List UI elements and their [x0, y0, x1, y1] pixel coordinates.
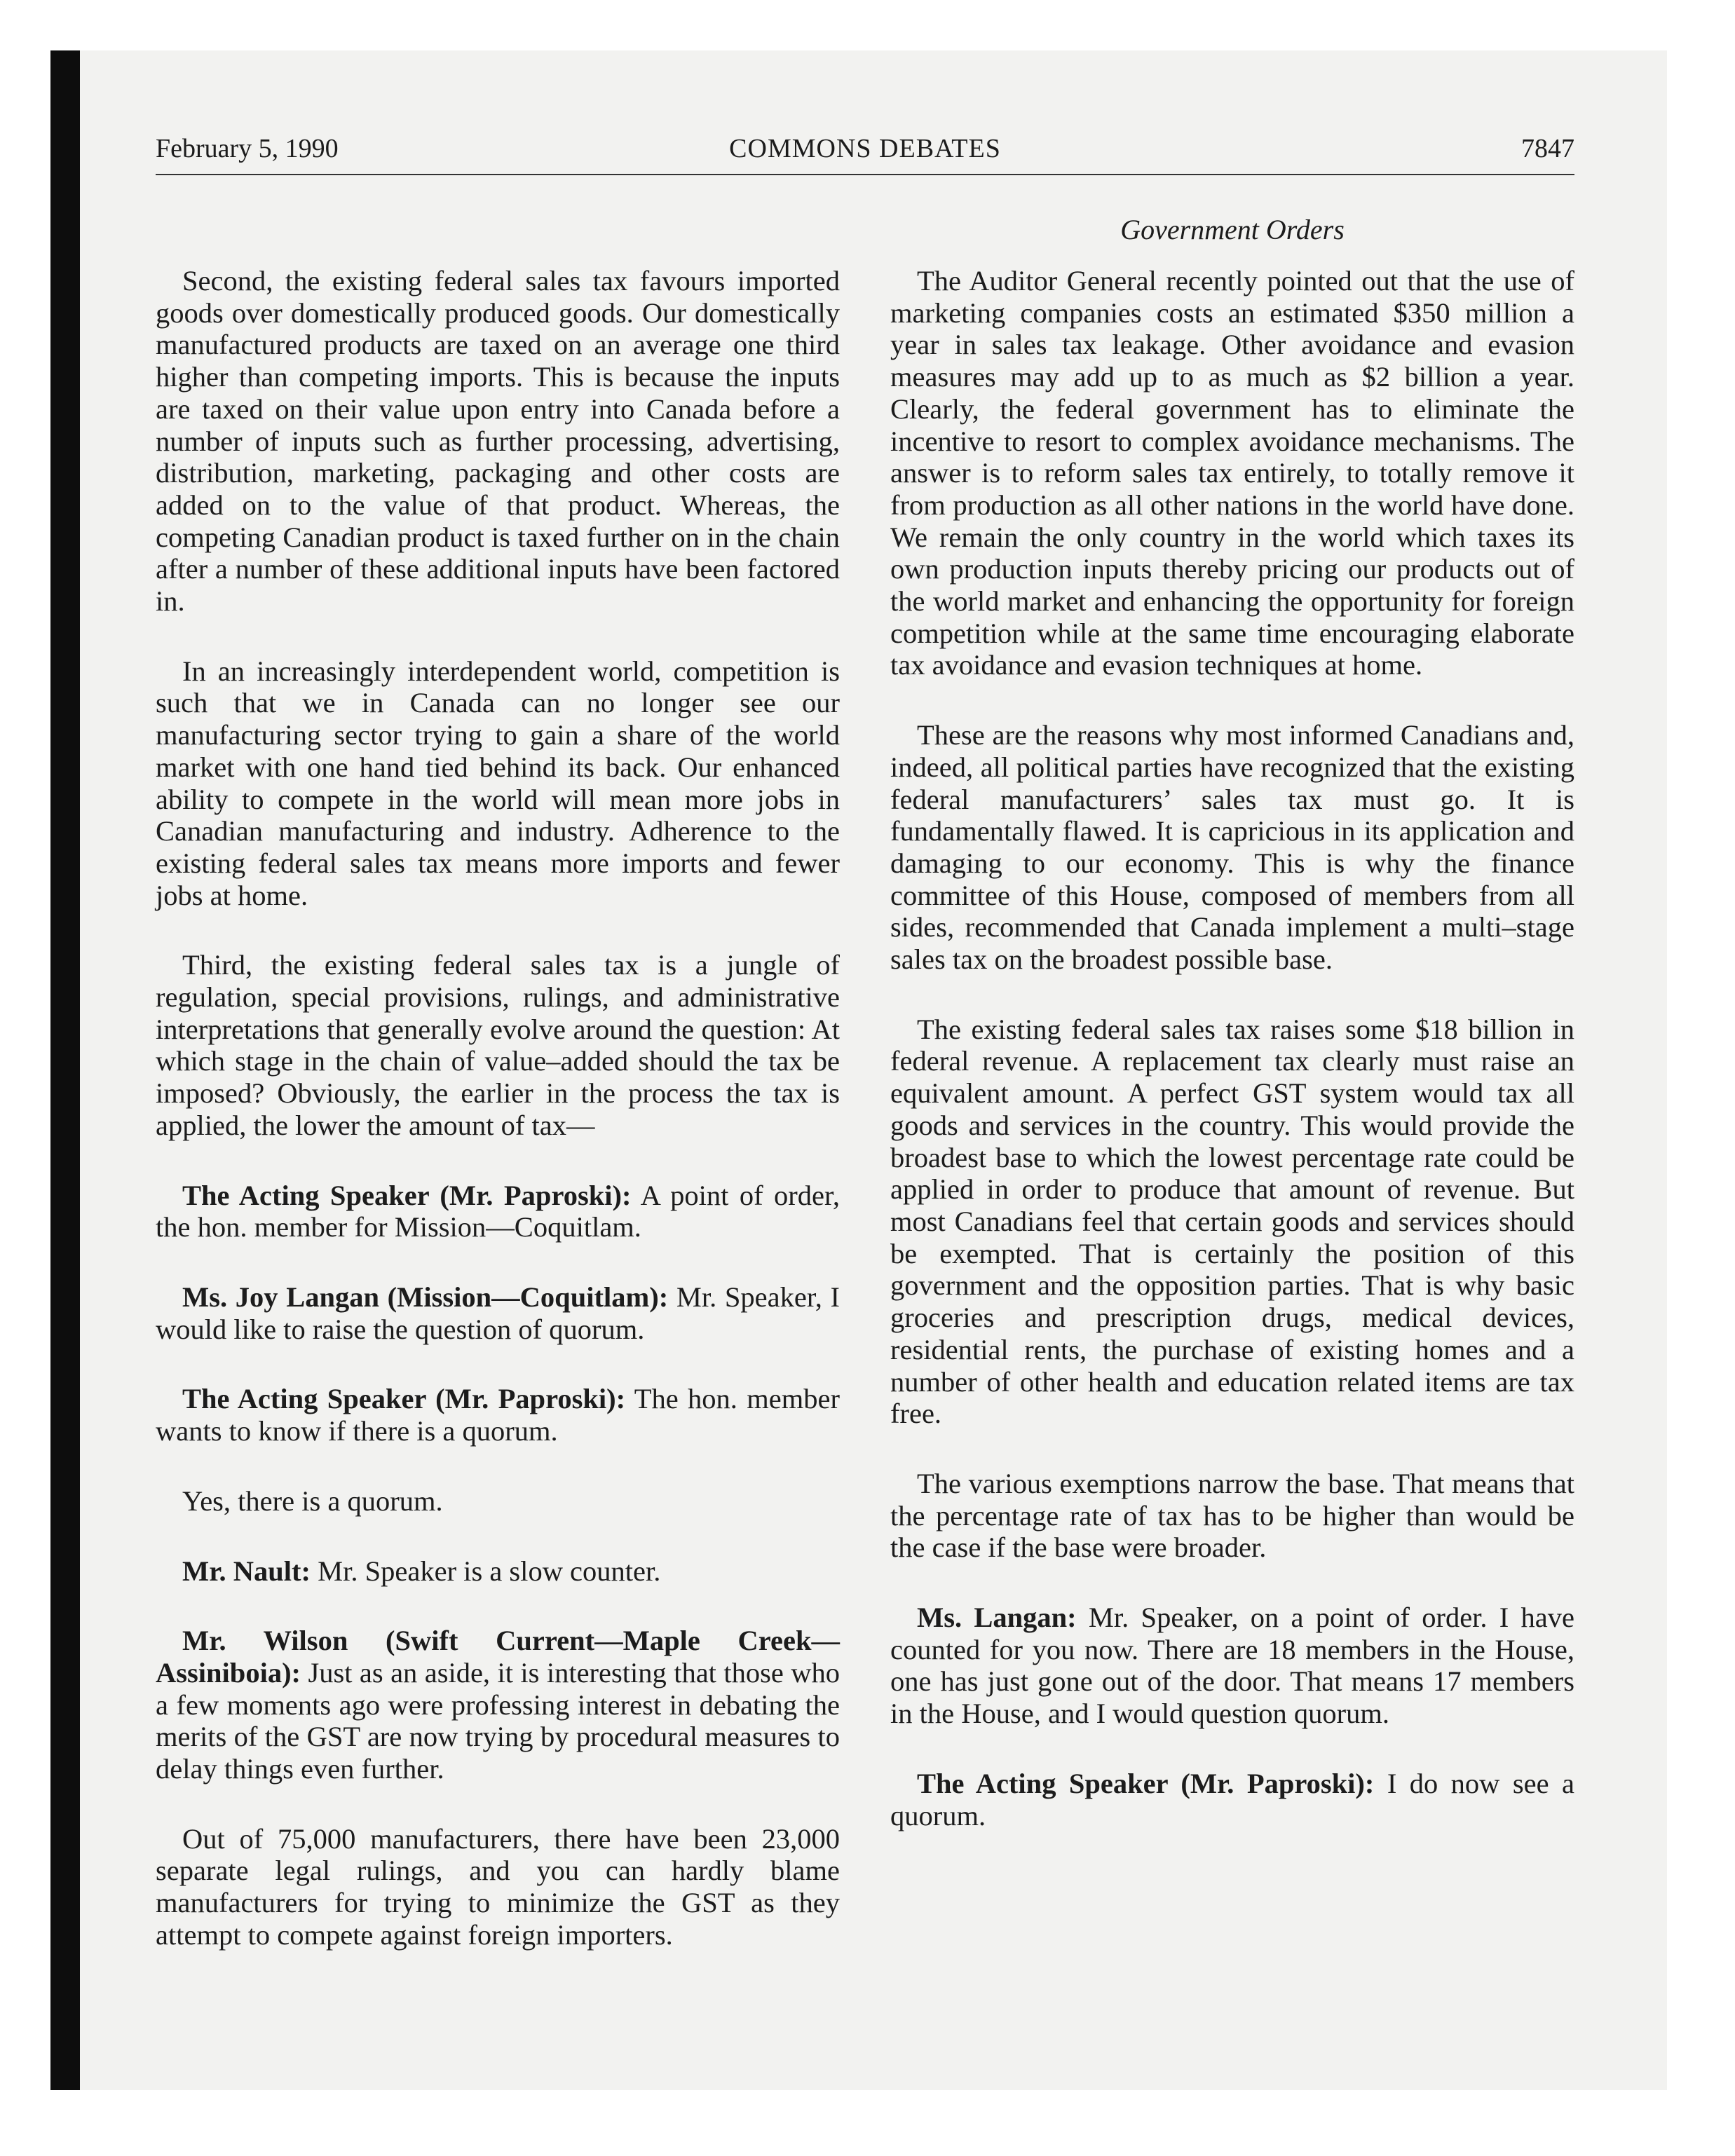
paragraph-text: Third, the existing federal sales tax is a jungle of regulation, special provisions, rulings, and administrative interpretations that generally evolve around the question: At which stage in the chain of value–added should the tax be imposed? Obviously, the earlier in the process the tax is applied, the lower the amount of tax— — [156, 949, 840, 1141]
paragraph — [890, 1468, 1574, 1564]
right-column — [890, 265, 1574, 1869]
speaker-name: Mr. Wilson (Swift Current—Maple Creek—Assiniboia): — [156, 1625, 840, 1688]
speaker-name: The Acting Speaker (Mr. Paproski): — [182, 1383, 626, 1415]
speaker-name: Ms. Joy Langan (Mission—Coquitlam): — [182, 1281, 669, 1313]
paragraph-text: The hon. member wants to know if there is a quorum. — [156, 1383, 840, 1447]
scan-binding-edge — [50, 50, 80, 2090]
header-date: February 5, 1990 — [156, 134, 339, 163]
paragraph — [156, 1555, 840, 1588]
page-number: 7847 — [1521, 134, 1574, 163]
speaker-name: The Acting Speaker (Mr. Paproski): — [182, 1179, 632, 1211]
speaker-name: Ms. Langan: — [917, 1602, 1077, 1634]
speaker-name: Mr. Nault: — [182, 1555, 311, 1587]
paragraph-text: Mr. Speaker, I would like to raise the question of quorum. — [156, 1281, 841, 1345]
paragraph-text: The Auditor General recently pointed out that the use of marketing companies costs an estimated $350 million a year in sales tax leakage. Other avoidance and evasion measures may add up to as much as $2 billion a year. Clearly, the federal government has to eliminate the incentive to resort to complex avoidance mechanisms. The answer is to reform sales tax entirely, to totally remove it from production as all other nations in the world have done. We remain the only country in the world which taxes its own production inputs thereby pricing our products out of the world market and enhancing the opportunity for foreign competition while at the same time encouraging elaborate tax avoidance and evasion techniques at home. — [890, 265, 1574, 681]
paragraph — [156, 1180, 840, 1243]
header-rule — [156, 174, 1574, 175]
paragraph-text: I do now see a quorum. — [890, 1767, 1574, 1831]
paragraph-text: The various exemptions narrow the base. That means that the percentage rate of tax has to be higher than would be the case if the base were broader. — [890, 1467, 1574, 1564]
paragraph — [156, 1625, 840, 1785]
paragraph — [156, 1485, 840, 1517]
paragraph-text: Just as an aside, it is interesting that those who a few moments ago were professing interest in debating the merits of the GST are now trying by procedural measures to delay things even further. — [156, 1656, 840, 1785]
paragraph — [156, 655, 840, 912]
section-heading: Government Orders — [1120, 214, 1345, 245]
paragraph-text: These are the reasons why most informed Canadians and, indeed, all political parties have recognized that the existing federal manufacturers’ sales tax must go. It is fundamentally flawed. It is capricious in its application and damaging to our economy. This is why the finance committee of this House, composed of members from all sides, recommended that Canada implement a multi–stage sales tax on the broadest possible base. — [890, 719, 1574, 976]
paragraph-text: The existing federal sales tax raises some $18 billion in federal revenue. A replacement tax clearly must raise an equivalent amount. A perfect GST system would tax all goods and services in the country. This would provide the broadest base to which the lowest percentage rate could be applied in order to produce that amount of revenue. But most Canadians feel that certain goods and services should be exempted. That is certainly the position of this government and the opposition parties. That is why basic groceries and prescription drugs, medical devices, residential rents, the purchase of existing homes and a number of other health and education related items are tax free. — [890, 1013, 1574, 1430]
paragraph — [890, 1014, 1574, 1430]
paragraph-text: Mr. Speaker is a slow counter. — [318, 1555, 661, 1587]
left-column — [156, 265, 840, 1989]
paragraph — [890, 265, 1574, 681]
paragraph-text: Yes, there is a quorum. — [182, 1485, 443, 1517]
paragraph-text: Out of 75,000 manufacturers, there have been 23,000 separate legal rulings, and you can hardly blame manufacturers for trying to minimize the GST as they attempt to compete against foreign importers. — [156, 1822, 840, 1951]
paragraph — [156, 949, 840, 1141]
paragraph-text: Second, the existing federal sales tax favours imported goods over domestically produced goods. Our domestically manufactured products are taxed on an average one third higher than competing imports. This is because the inputs are taxed on their value upon entry into Canada before a number of inputs such as further processing, advertising, distribution, marketing, packaging and other costs are added on to the value of that product. Whereas, the competing Canadian product is taxed further on in the chain after a number of these additional inputs have been factored in. — [156, 265, 840, 618]
paragraph — [890, 719, 1574, 976]
paragraph-text: A point of order, the hon. member for Mission—Coquitlam. — [156, 1179, 840, 1243]
paragraph — [156, 1383, 840, 1447]
paragraph — [156, 1823, 840, 1951]
header-title: COMMONS DEBATES — [729, 134, 1001, 163]
running-header — [156, 128, 1574, 170]
paragraph — [156, 265, 840, 618]
paragraph — [890, 1602, 1574, 1730]
paragraph — [890, 1768, 1574, 1831]
speaker-name: The Acting Speaker (Mr. Paproski): — [917, 1767, 1375, 1799]
paragraph-text: Mr. Speaker, on a point of order. I have counted for you now. There are 18 members in the House, one has just gone out of the door. That means 17 members in the House, and I would question quorum. — [890, 1602, 1574, 1730]
paragraph-text: In an increasingly interdependent world, competition is such that we in Canada can no longer see our manufacturing sector trying to gain a share of the world market with one hand tied behind its back. Our enhanced ability to compete in the world will mean more jobs in Canadian manufacturing and industry. Adherence to the existing federal sales tax means more imports and fewer jobs at home. — [156, 655, 840, 911]
paragraph — [156, 1281, 840, 1345]
